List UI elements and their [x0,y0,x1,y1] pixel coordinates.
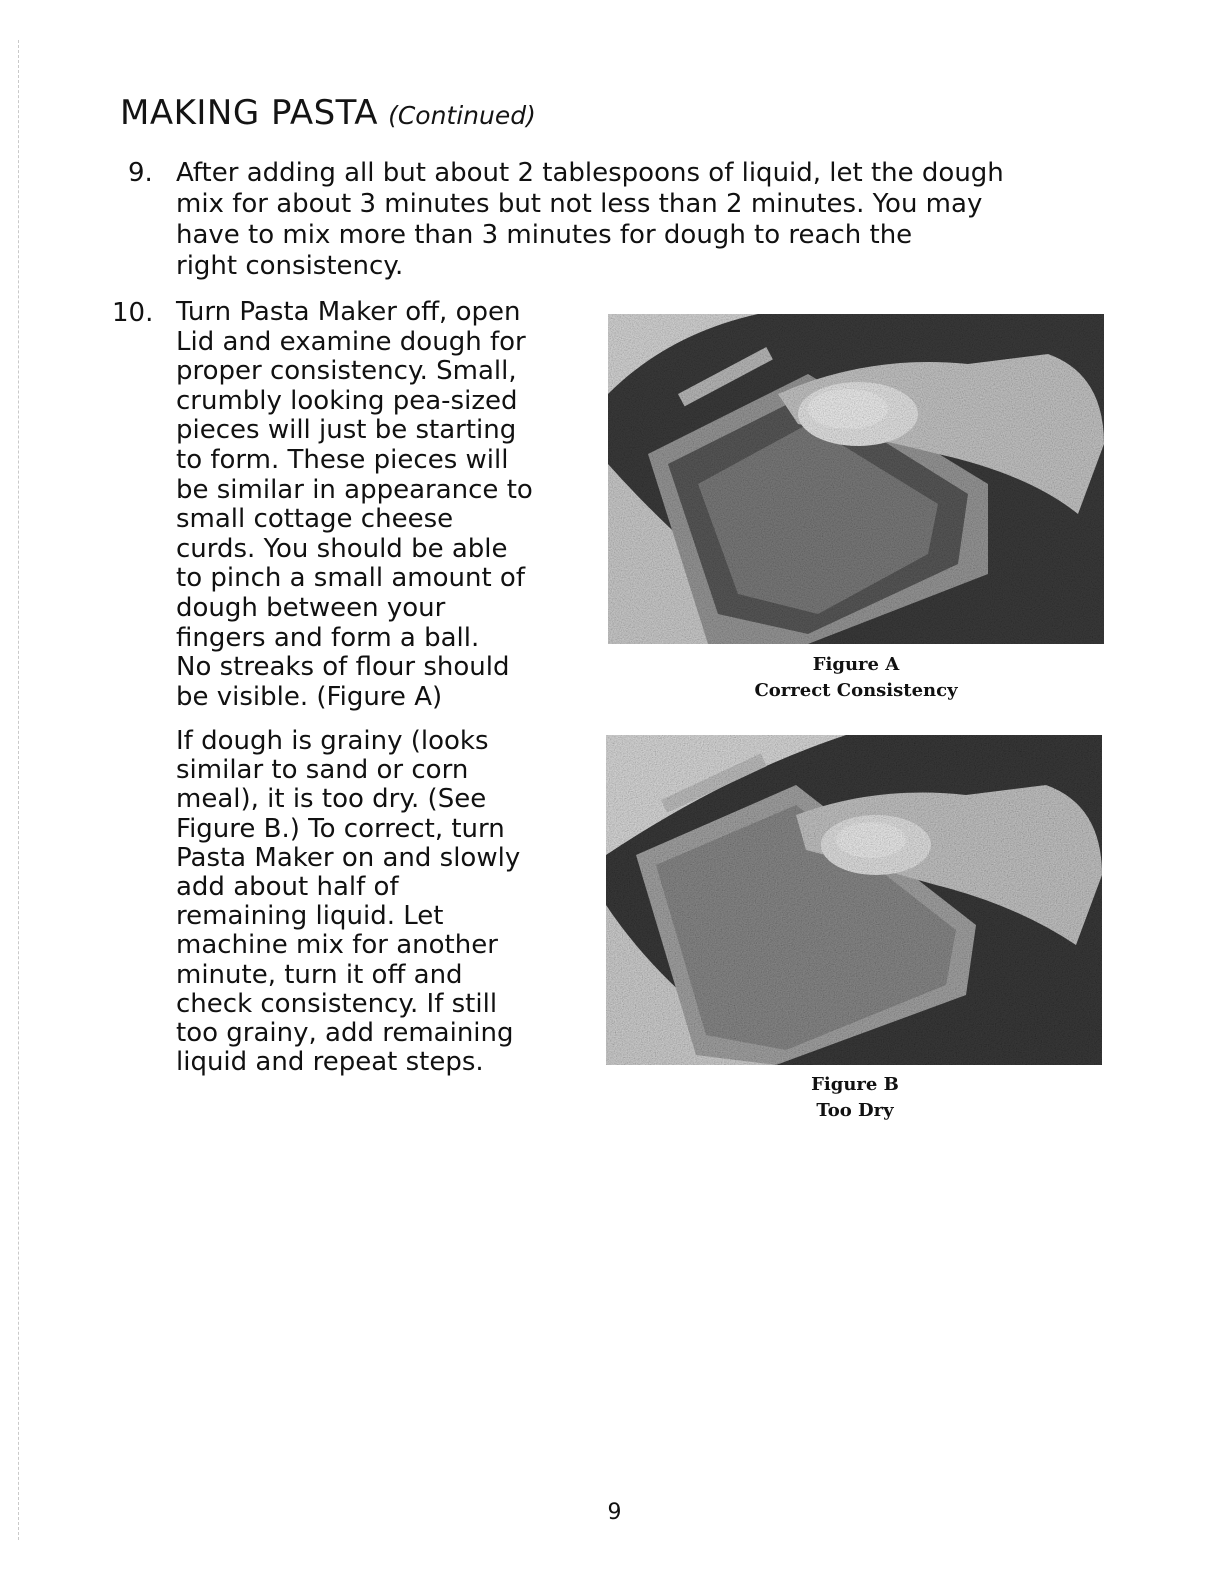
figure-a-label: Figure A [812,654,900,675]
figure-b-illustration [606,735,1102,1065]
figure-b-caption-text: Too Dry [816,1100,894,1121]
figure-a-caption [656,652,1056,704]
step-10-note: If dough is grainy (looks similar to sand or corn meal), it is too dry. (See Figure B.) To correct, turn Pasta Maker on and slowly add about half of remaining liquid. Let machine mix for another minute, turn it off and check consistency. If still too grainy, add remaining liquid and repeat steps. [176,726,521,1078]
page-title [120,93,536,133]
scan-edge-line [18,40,20,1540]
step-9-number: 9. [128,158,153,188]
title-continued: (Continued) [388,101,536,130]
page-number: 9 [607,1500,622,1525]
figure-b-caption [655,1072,1055,1124]
figure-a-photo [608,314,1104,644]
step-10-number: 10. [112,298,154,328]
step-10-text: Turn Pasta Maker off, open Lid and examine dough for proper consistency. Small, crumbly looking pea-sized pieces will just be starting to form. These pieces will be similar in appearance to small cottage cheese curds. You should be able to pinch a small amount of dough between your fingers and form a ball. No streaks of flour should be visible. (Figure A) [176,297,533,712]
figure-a-caption-text: Correct Consistency [754,680,958,701]
title-main: MAKING PASTA [120,93,379,133]
figure-a-illustration [608,314,1104,644]
figure-b-photo [606,735,1102,1065]
figure-b-label: Figure B [811,1074,899,1095]
step-9-text: After adding all but about 2 tablespoons of liquid, let the dough mix for about 3 minutes but not less than 2 minutes. You may have to mix more than 3 minutes for dough to reach the right consistency. [176,158,1004,281]
